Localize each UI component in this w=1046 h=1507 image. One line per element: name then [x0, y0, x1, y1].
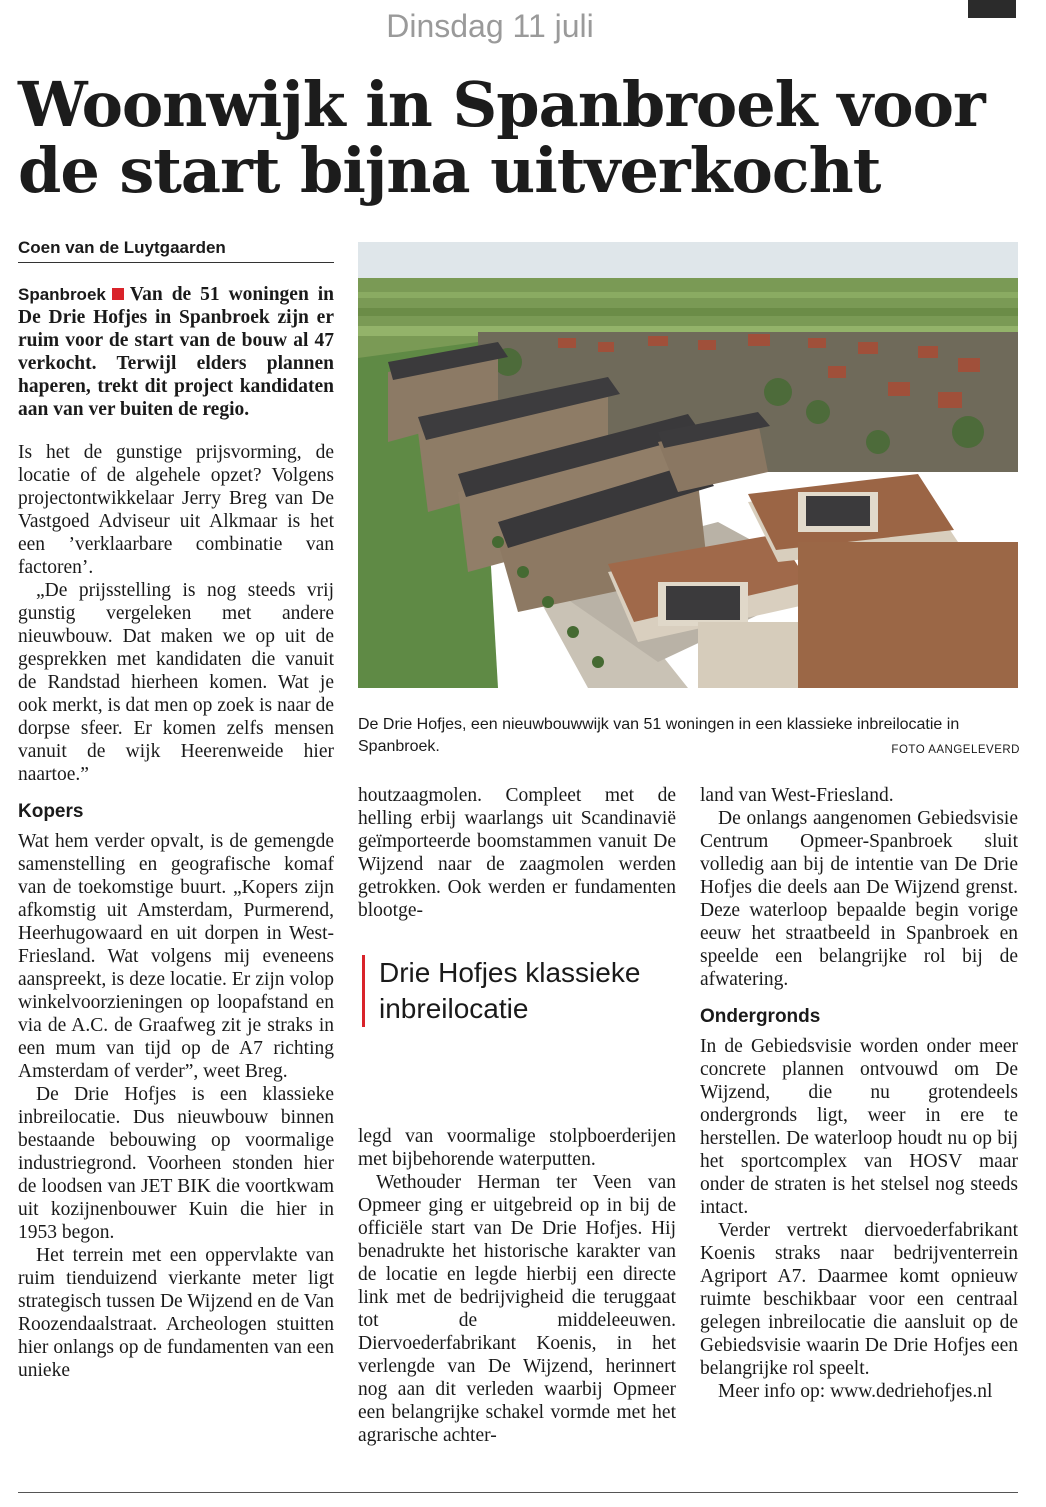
article-photo [358, 242, 1018, 688]
photo-credit: FOTO AANGELEVERD [891, 744, 1020, 756]
body-paragraph: Het terrein met een oppervlakte van ruim tienduizend vierkante meter ligt strategisch tussen De Wijzend en de Van Roozendaalstraat. Archeologen stuitten hier onlangs op de fundamenten van een unieke [18, 1245, 334, 1381]
photo-caption: De Drie Hofjes, een nieuwbouwwijk van 51 woningen in een klassieke inbreilocatie in Spanbroek. [358, 716, 960, 755]
subheading-kopers: Kopers [18, 801, 84, 822]
article-column-2 [358, 784, 676, 922]
article-column-1 [18, 283, 334, 1382]
body-paragraph: „De prijsstelling is nog steeds vrij gunstig vergeleken met andere nieuwbouw. Dat maken we op uit de gesprekken met kandidaten die vanuit de Randstad hierheen komen. Wat je ook merkt, is dat men op zoek is naar de dorpse sfeer. Er komen zelfs mensen vanuit de wijk Heerenweide hier naartoe.” [18, 580, 334, 785]
subheading-ondergronds: Ondergronds [700, 1006, 821, 1027]
body-paragraph: Wethouder Herman ter Veen van Opmeer ging er uitgebreid op in bij de officiële start van De Drie Hofjes. Hij benadrukte het historische karakter van de locatie en legde hierbij een directe link met de bedrijvigheid die teruggaat tot de middeleeuwen. Diervoederfabrikant Koenis, in het verlengde van De Wijzend, herinnert nog aan dit verleden waarbij Opmeer een belangrijke schakel vormde met het agrarische achter- [358, 1172, 676, 1446]
pull-quote: Drie Hofjes klassieke inbreilocatie [362, 955, 682, 1027]
byline: Coen van de Luytgaarden [18, 238, 334, 263]
bottom-divider [18, 1492, 1018, 1493]
body-paragraph: legd van voormalige stolpboerderijen met bijbehorende waterputten. [358, 1126, 676, 1170]
body-paragraph: De onlangs aangenomen Gebiedsvisie Centrum Opmeer-Spanbroek sluit volledig aan bij de intentie van De Drie Hofjes die deels aan De Wijzend grenst. Deze waterloop bepaalde begin vorige eeuw het straatbeeld in Spanbroek en speelde een belangrijke rol bij de afwatering. [700, 808, 1018, 990]
headline-line-1: Woonwijk in Spanbroek voor [18, 68, 985, 141]
article-headline [18, 68, 1028, 207]
aerial-photo-illustration [358, 242, 1018, 688]
body-paragraph: De Drie Hofjes is een klassieke inbreilocatie. Dus nieuwbouw binnen bestaande bebouwing op voormalige industriegrond. Voorheen stonden hier de loodsen van JET BIK die voortkwam uit kozijnenbouwer Kuin die hier in 1953 begon. [18, 1084, 334, 1243]
body-paragraph: Verder vertrekt diervoederfabrikant Koenis straks naar bedrijventerrein Agriport A7. Daarmee komt opnieuw ruimte beschikbaar voor een centraal gelegen inbreilocatie die aansluit op de Gebiedsvisie waarin De Drie Hofjes een belangrijke rol speelt. [700, 1220, 1018, 1379]
article-column-2-continued [358, 1125, 676, 1447]
body-paragraph: Is het de gunstige prijsvorming, de locatie of de algehele opzet? Volgens projectontwikkelaar Jerry Breg van De Vastgoed Adviseur uit Alkmaar is het een ’verklaarbare combinatie van factoren’. [18, 442, 334, 578]
body-paragraph: houtzaagmolen. Compleet met de helling erbij waarlangs uit Scandinavië geïmporteerde boomstammen vanuit De Wijzend naar de zaagmolen werden getrokken. Ook werden er fundamenten blootge- [358, 785, 676, 921]
lead-paragraph [18, 283, 334, 421]
lead-text: Van de 51 woningen in De Drie Hofjes in Spanbroek zijn er ruim voor de start van de bouw al 47 verkocht. Terwijl elders plannen haperen, trekt dit project kandidaten aan van ver buiten de regio. [18, 284, 334, 420]
article-column-3 [700, 784, 1018, 1403]
red-square-icon [112, 288, 124, 300]
body-paragraph: land van West-Friesland. [700, 785, 894, 806]
body-paragraph: Wat hem verder opvalt, is de gemengde samenstelling en geografische komaf van de toekomstige buurt. „Kopers zijn afkomstig uit Amsterdam, Purmerend, Heerhugowaard en uit dorpen in West-Friesland. Wat volgens mij eveneens aanspreekt, is deze locatie. Er zijn volop winkelvoorzieningen op loopafstand en via de A.C. de Graafweg zit je straks in een mum van tijd op de A7 richting Amsterdam of verder”, weet Breg. [18, 831, 334, 1082]
more-info-link[interactable]: Meer info op: www.dedriehofjes.nl [718, 1381, 993, 1402]
page-date: Dinsdag 11 juli [386, 8, 594, 44]
corner-marker [968, 0, 1016, 18]
body-paragraph: In de Gebiedsvisie worden onder meer concrete plannen ontvouwd om De Wijzend, die nu grotendeels ondergronds ligt, weer in ere te herstellen. De waterloop houdt nu op bij het sportcomplex van HOSV maar onder de straten is het stelsel nog steeds intact. [700, 1036, 1018, 1218]
headline-line-2: de start bijna uitverkocht [18, 134, 881, 207]
dateline: Spanbroek [18, 285, 106, 304]
